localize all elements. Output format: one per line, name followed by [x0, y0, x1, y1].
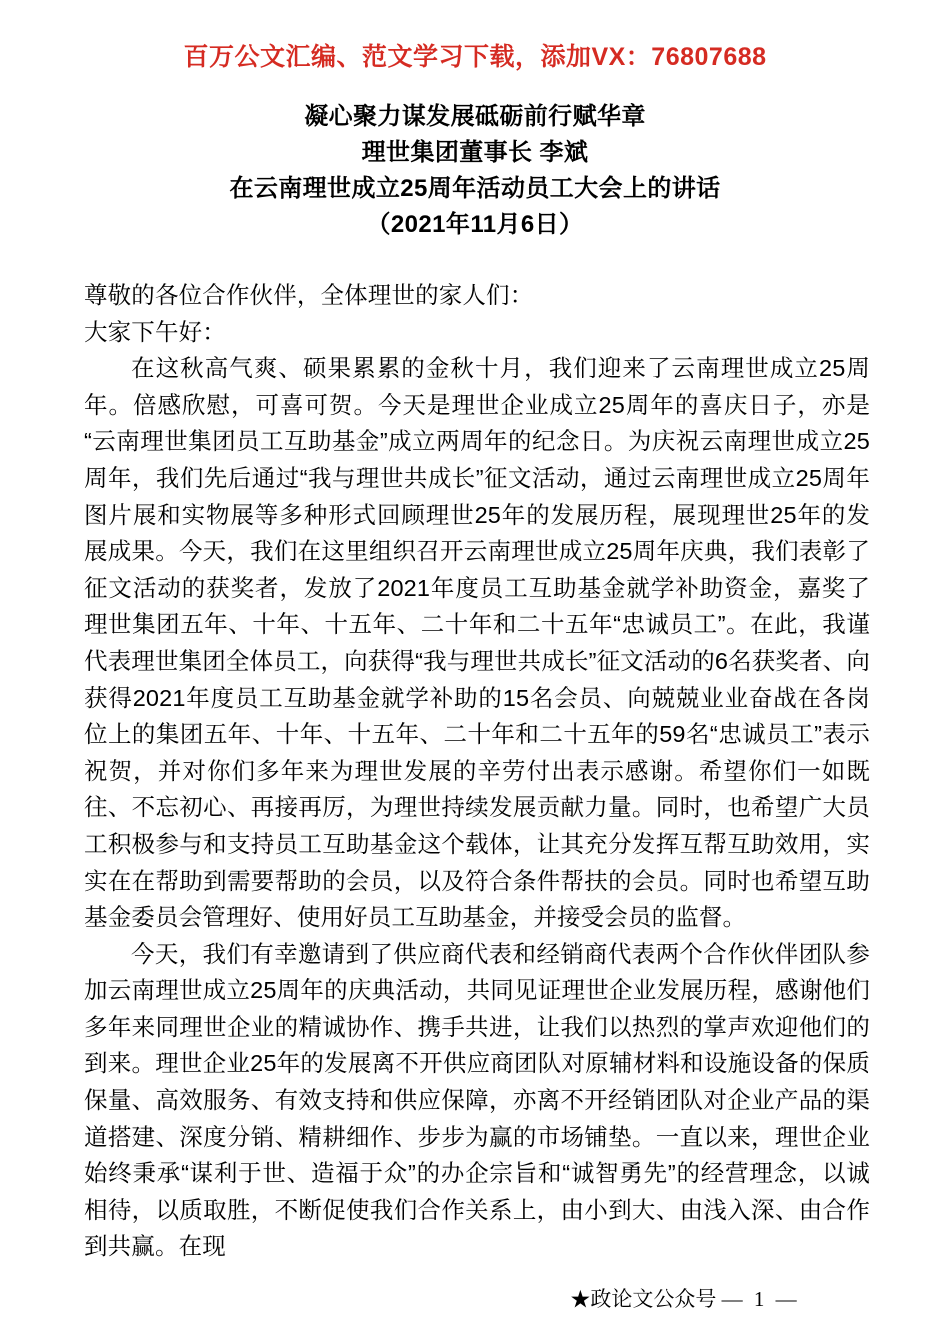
greeting-line: 大家下午好： [84, 318, 226, 345]
title-line-author: 理世集团董事长 李斌 [361, 139, 589, 166]
salutation-line: 尊敬的各位合作伙伴，全体理世的家人们： [84, 282, 534, 308]
title-line-date: （2021年11月6日） [366, 211, 584, 238]
promo-banner: 百万公文汇编、范文学习下载，添加VX：76807688 [183, 43, 767, 71]
body-paragraph-1: 在这秋高气爽、硕果累累的金秋十月，我们迎来了云南理世成立25周年。倍感欣慰，可喜可贺。今天是理世企业成立25周年的喜庆日子，亦是“云南理世集团员工互助基金”成立两周年的纪念日。为庆祝云南理世成立25周年，我们先后通过“我与理世共成长”征文活动，通过云南理世成立25周年图片展和实物展等多种形式回顾理世25年的发展历程，展现理世25年的发展成果。今天，我们在这里组织召开云南理世成立25周年庆典，我们表彰了征文活动的获奖者，发放了2021年度员工互助基金就学补助资金，嘉奖了理世集团五年、十年、十五年、二十年和二十五年“忠诚员工”。在此，我谨代表理世集团全体员工，向获得“我与理世共成长”征文活动的6名获奖者、向获得2021年度员工互助基金就学补助的15名会员、向兢兢业业奋战在各岗位上的集团五年、十年、十五年、二十年和二十五年的59名“忠诚员工”表示祝贺，并对你们多年来为理世发展的辛劳付出表示感谢。希望你们一如既往、不忘初心、再接再厉，为理世持续发展贡献力量。同时，也希望广大员工积极参与和支持员工互助基金这个载体，让其充分发挥互帮互助效用，实实在在帮助到需要帮助的会员，以及符合条件帮扶的会员。同时也希望互助基金委员会管理好、使用好员工互助基金，并接受会员的监督。 [84, 355, 870, 931]
document-title-block [0, 99, 950, 243]
footer-inner [570, 1285, 799, 1314]
footer-watermark: 政论文公众号 [590, 1287, 717, 1311]
page-number: — 1 — [721, 1287, 800, 1311]
body-paragraph-2: 今天，我们有幸邀请到了供应商代表和经销商代表两个合作伙伴团队参加云南理世成立25周年的庆典活动，共同见证理世企业发展历程，感谢他们多年来同理世企业的精诚协作、携手共进，让我们以热烈的掌声欢迎他们的到来。理世企业25年的发展离不开供应商团队对原辅材料和设施设备的保质保量、高效服务、有效支持和供应保障，亦离不开经销团队对企业产品的渠道搭建、深度分销、精耕细作、步步为赢的市场铺垫。一直以来，理世企业始终秉承“谋利于世、造福于众”的办企宗旨和“诚智勇先”的经营理念，以诚相待，以质取胜，不断促使我们合作关系上，由小到大、由浅入深、由合作到共赢。在现 [84, 940, 870, 1260]
document-body [84, 277, 870, 1265]
title-line-main: 凝心聚力谋发展砥砺前行赋华章 [304, 103, 646, 130]
star-icon: ★ [570, 1289, 591, 1311]
title-line-occasion: 在云南理世成立25周年活动员工大会上的讲话 [229, 175, 721, 202]
page-footer [0, 1285, 950, 1314]
